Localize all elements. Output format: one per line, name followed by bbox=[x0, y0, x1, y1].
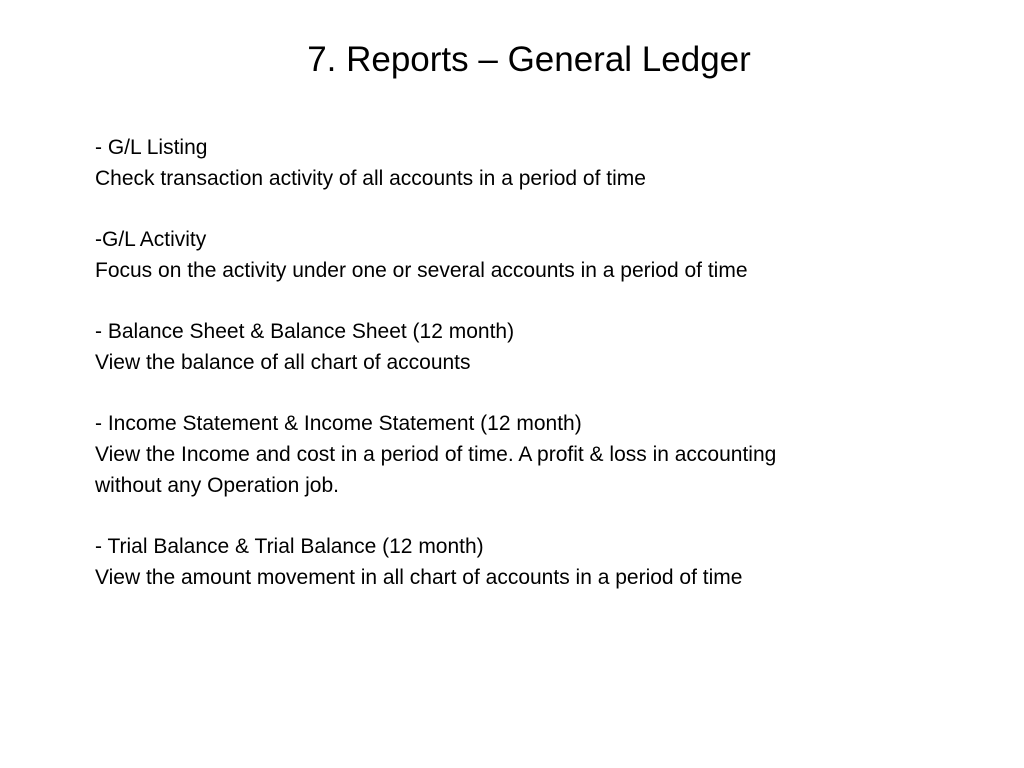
section-description: View the balance of all chart of accounts bbox=[95, 350, 471, 374]
section-trial-balance bbox=[95, 532, 995, 593]
slide-title: 7. Reports – General Ledger bbox=[307, 40, 751, 79]
section-gl-activity bbox=[95, 225, 995, 286]
section-heading: - G/L Listing bbox=[95, 136, 208, 159]
slide-content bbox=[95, 133, 995, 624]
section-description: Check transaction activity of all accounts in a period of time bbox=[95, 166, 646, 190]
section-gl-listing bbox=[95, 133, 995, 194]
section-balance-sheet bbox=[95, 317, 995, 378]
section-heading: - Trial Balance & Trial Balance (12 month) bbox=[95, 535, 484, 559]
section-heading: - Income Statement & Income Statement (12 month) bbox=[95, 412, 582, 436]
section-description: View the Income and cost in a period of time. A profit & loss in accounting bbox=[95, 442, 777, 466]
section-description: View the amount movement in all chart of accounts in a period of time bbox=[95, 565, 743, 589]
section-heading: -G/L Activity bbox=[95, 228, 207, 252]
section-description: without any Operation job. bbox=[95, 473, 339, 497]
section-heading: - Balance Sheet & Balance Sheet (12 month) bbox=[95, 320, 515, 344]
section-description: Focus on the activity under one or several accounts in a period of time bbox=[95, 258, 748, 282]
section-income-statement bbox=[95, 409, 995, 501]
